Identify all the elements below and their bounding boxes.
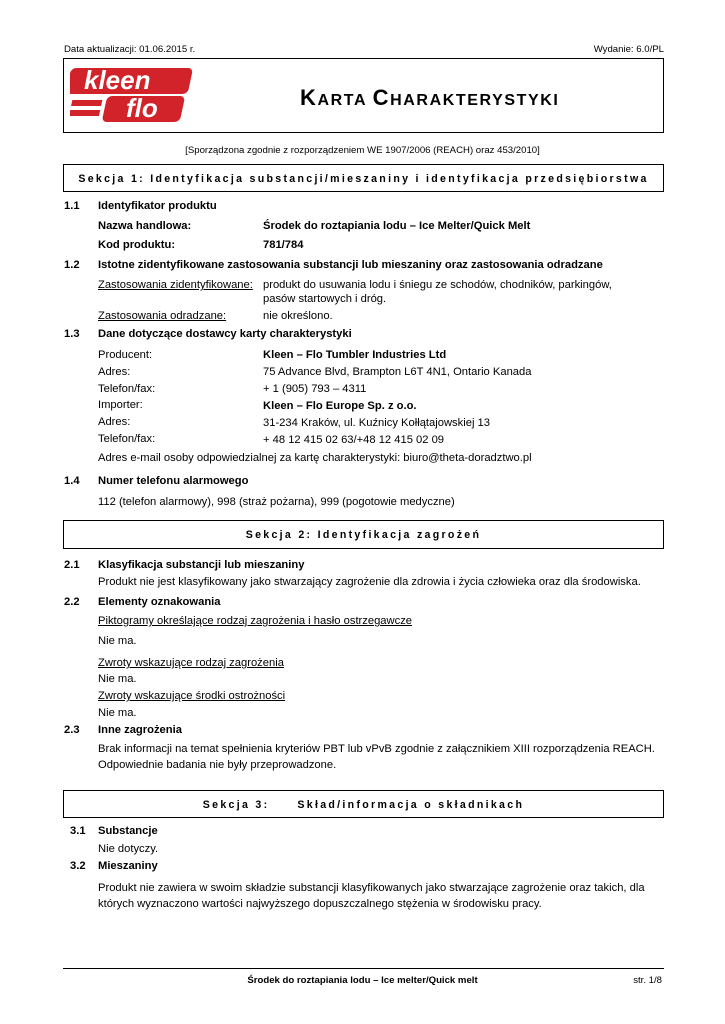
section1-header (63, 164, 664, 192)
producer-label: Producent: (98, 349, 153, 361)
precautionary-statements-label: Zwroty wskazujące środki ostrożności (98, 690, 286, 702)
edition: Wydanie: 6.0/PL (593, 44, 664, 55)
phone2-label: Telefon/fax: (98, 433, 156, 445)
section3-title (64, 799, 663, 812)
s13-num: 1.3 (64, 328, 80, 340)
section1-title: Sekcja 1: Identyfikacja substancji/mieszaniny i identyfikacja przedsiębiorstwa (78, 173, 649, 185)
s14-num: 1.4 (64, 475, 80, 487)
footer-product: Środek do roztapiania lodu – Ice melter/Quick melt (247, 975, 478, 986)
logo-line2: flo (126, 93, 158, 123)
importer: Kleen – Flo Europe Sp. z o.o. (263, 400, 417, 412)
footer-page: str. 1/8 (633, 975, 662, 986)
other-hazards-line2: Odpowiednie badania nie były przeprowadzone. (98, 759, 337, 771)
kleen-flo-logo (70, 64, 200, 132)
pictograms-label: Piktogramy określające rodzaj zagrożenia i hasło ostrzegawcze (98, 615, 413, 627)
trade-name: Środek do roztapiania lodu – Ice Melter/Quick Melt (263, 220, 531, 232)
other-hazards-line1: Brak informacji na temat spełnienia kryteriów PBT lub vPvB zgodnie z załącznikiem XIII rozporządzenia REACH. (98, 743, 655, 755)
hazard-statements-label: Zwroty wskazujące rodzaj zagrożenia (98, 657, 284, 669)
trade-name-label: Nazwa handlowa: (98, 220, 192, 232)
section3-title-number: Sekcja 3: (202, 799, 270, 811)
phone-label: Telefon/fax: (98, 383, 156, 395)
s31-num: 3.1 (70, 825, 86, 837)
importer-label: Importer: (98, 399, 143, 411)
advised-against: nie określono. (263, 310, 333, 322)
identified-uses-line2: pasów startowych i dróg. (263, 293, 387, 305)
product-code-label: Kod produktu: (98, 239, 176, 251)
section3-title-text: Skład/informacja o składnikach (297, 799, 525, 811)
footer-divider (63, 968, 664, 969)
identified-uses-label: Zastosowania zidentyfikowane: (98, 279, 253, 291)
s22-num: 2.2 (64, 596, 80, 608)
s32-heading: Mieszaniny (98, 860, 158, 872)
s11-heading: Identyfikator produktu (98, 200, 217, 212)
mixtures-line1: Produkt nie zawiera w swoim składzie substancji klasyfikowanych jako stwarzające zagrożenie oraz takich, dla (98, 882, 645, 894)
s14-heading: Numer telefonu alarmowego (98, 475, 249, 487)
precautionary-statements-value: Nie ma. (98, 707, 137, 719)
title-word2-rest: HARAKTERYSTYKI (390, 92, 560, 109)
hazard-statements-value: Nie ma. (98, 673, 137, 685)
mixtures-line2: których wyznaczono wartości najwyższego dopuszczalnego stężenia w środowisku pracy. (98, 898, 542, 910)
update-date: Data aktualizacji: 01.06.2015 r. (64, 44, 196, 55)
section3-header (63, 790, 664, 818)
s21-num: 2.1 (64, 559, 80, 571)
title-char-c: C (372, 85, 391, 110)
address2-label: Adres: (98, 416, 131, 428)
phone2: + 48 12 415 02 63/+48 12 415 02 09 (263, 434, 445, 446)
emergency-numbers: 112 (telefon alarmowy), 998 (straż pożarna), 999 (pogotowie medyczne) (98, 496, 455, 508)
address2: 31-234 Kraków, ul. Kuźnicy Kołłątajowskiej 13 (263, 417, 490, 429)
s22-heading: Elementy oznakowania (98, 596, 221, 608)
s12-heading: Istotne zidentyfikowane zastosowania substancji lub mieszaniny oraz zastosowania odradzane (98, 259, 603, 271)
s23-num: 2.3 (64, 724, 80, 736)
s31-heading: Substancje (98, 825, 158, 837)
advised-against-label: Zastosowania odradzane: (98, 310, 227, 322)
pictograms-value: Nie ma. (98, 635, 137, 647)
product-code: 781/784 (263, 239, 304, 251)
s11-num: 1.1 (64, 200, 80, 212)
producer: Kleen – Flo Tumbler Industries Ltd (263, 349, 447, 361)
document-title (300, 85, 559, 111)
address-label: Adres: (98, 366, 131, 378)
title-char-k: K (300, 85, 318, 110)
regulation-note: [Sporządzona zgodnie z rozporządzeniem WE 1907/2006 (REACH) oraz 453/2010] (185, 145, 540, 156)
classification-text: Produkt nie jest klasyfikowany jako stwarzający zagrożenie dla zdrowia i życia człowieka oraz dla środowiska. (98, 576, 641, 588)
section2-header (63, 520, 664, 549)
substances-text: Nie dotyczy. (98, 843, 159, 855)
s21-heading: Klasyfikacja substancji lub mieszaniny (98, 559, 305, 571)
title-box (63, 58, 664, 133)
phone: + 1 (905) 793 – 4311 (263, 383, 367, 395)
s32-num: 3.2 (70, 860, 86, 872)
title-word1-rest: ARTA (317, 92, 373, 109)
address: 75 Advance Blvd, Brampton L6T 4N1, Ontario Kanada (263, 366, 532, 378)
sds-email-line: Adres e-mail osoby odpowiedzialnej za kartę charakterystyki: biuro@theta-doradztwo.pl (98, 452, 532, 464)
s12-num: 1.2 (64, 259, 80, 271)
s23-heading: Inne zagrożenia (98, 724, 182, 736)
logo-graphic (70, 64, 200, 128)
logo-line1: kleen (84, 65, 151, 95)
identified-uses-line1: produkt do usuwania lodu i śniegu ze schodów, chodników, parkingów, (263, 279, 612, 291)
section2-title: Sekcja 2: Identyfikacja zagrożeń (245, 529, 482, 541)
s13-heading: Dane dotyczące dostawcy karty charakterystyki (98, 328, 352, 340)
